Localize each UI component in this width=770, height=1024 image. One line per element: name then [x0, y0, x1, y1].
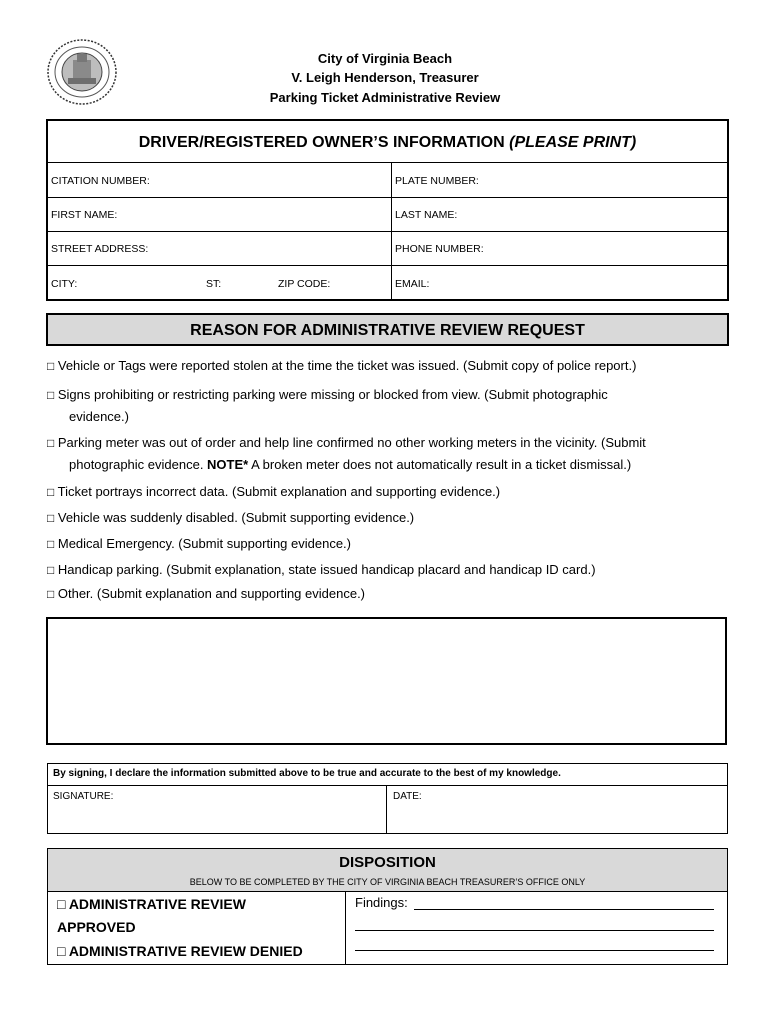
checkbox-icon[interactable]: □ — [47, 359, 55, 373]
citation-number-field[interactable]: CITATION NUMBER: — [51, 175, 150, 187]
city-field[interactable]: CITY: — [51, 278, 78, 290]
findings-line-3[interactable] — [355, 950, 714, 951]
first-name-field[interactable]: FIRST NAME: — [51, 209, 118, 221]
reason-text: Parking meter was out of order and help line confirmed no other working meters in the vicinity. (Submit — [57, 435, 646, 450]
checkbox-icon[interactable]: □ — [47, 436, 55, 450]
findings-line-2[interactable] — [355, 930, 714, 931]
email-field[interactable]: EMAIL: — [395, 278, 430, 290]
note-label: NOTE* — [207, 457, 249, 472]
plate-number-field[interactable]: PLATE NUMBER: — [395, 175, 479, 187]
reason-item-handicap[interactable] — [47, 559, 596, 581]
last-name-field[interactable]: LAST NAME: — [395, 209, 458, 221]
signature-section — [47, 763, 728, 834]
disposition-section — [47, 848, 728, 965]
checkbox-icon[interactable]: □ — [47, 587, 55, 601]
checkbox-icon[interactable]: □ — [47, 485, 55, 499]
state-field[interactable]: ST: — [206, 278, 222, 290]
checkbox-icon[interactable]: □ — [47, 511, 55, 525]
phone-number-field[interactable]: PHONE NUMBER: — [395, 243, 484, 255]
header-city: City of Virginia Beach — [317, 51, 453, 66]
approved-option-continued: APPROVED — [57, 919, 136, 935]
findings-line-1[interactable] — [414, 909, 714, 910]
reason-item-other[interactable] — [47, 583, 365, 605]
reason-text: Vehicle was suddenly disabled. (Submit supporting evidence.) — [57, 510, 415, 525]
checkbox-icon[interactable]: □ — [47, 537, 55, 551]
reason-text: Medical Emergency. (Submit supporting evidence.) — [57, 536, 351, 551]
reason-item-medical[interactable] — [47, 533, 351, 555]
reason-section-title: REASON FOR ADMINISTRATIVE REVIEW REQUEST — [190, 322, 585, 339]
reason-item-incorrect-data[interactable] — [47, 481, 500, 503]
reason-text: Other. (Submit explanation and supporting evidence.) — [57, 586, 366, 601]
zip-code-field[interactable]: ZIP CODE: — [278, 278, 331, 290]
owner-info-section — [46, 119, 729, 301]
reason-item-stolen[interactable] — [47, 355, 636, 377]
findings-label: Findings: — [355, 895, 408, 910]
reason-section-header — [46, 313, 729, 346]
reason-text-part: photographic evidence. — [69, 457, 208, 472]
date-field[interactable]: DATE: — [393, 791, 422, 802]
denied-option[interactable]: □ ADMINISTRATIVE REVIEW DENIED — [57, 943, 303, 959]
reason-item-meter-broken[interactable] — [47, 432, 646, 476]
disposition-header — [48, 849, 727, 891]
reason-text: Ticket portrays incorrect data. (Submit explanation and supporting evidence.) — [57, 484, 501, 499]
owner-info-title-main: DRIVER/REGISTERED OWNER’S INFORMATION — [138, 134, 510, 151]
reason-text: Vehicle or Tags were reported stolen at the time the ticket was issued. (Submit copy of police report.) — [57, 358, 637, 373]
signature-declaration: By signing, I declare the information submitted above to be true and accurate to the best of my knowledge. — [53, 768, 561, 779]
reason-item-disabled[interactable] — [47, 507, 414, 529]
reason-item-signs-missing[interactable] — [47, 384, 608, 428]
explanation-textarea[interactable] — [46, 617, 727, 745]
header-form-title: Parking Ticket Administrative Review — [269, 90, 501, 105]
street-address-field[interactable]: STREET ADDRESS: — [51, 243, 149, 255]
reason-text-continued: evidence.) — [69, 409, 129, 424]
reason-text: Signs prohibiting or restricting parking were missing or blocked from view. (Submit photographic — [57, 387, 608, 402]
approved-option[interactable]: □ ADMINISTRATIVE REVIEW — [57, 896, 246, 912]
checkbox-icon[interactable]: □ — [47, 388, 55, 402]
signature-field[interactable]: SIGNATURE: — [53, 791, 114, 802]
owner-info-title — [48, 134, 727, 152]
reason-text: Handicap parking. (Submit explanation, state issued handicap placard and handicap ID card.) — [57, 562, 596, 577]
owner-info-title-italic: (PLEASE PRINT) — [509, 134, 637, 151]
disposition-title: DISPOSITION — [339, 854, 436, 871]
checkbox-icon[interactable]: □ — [47, 563, 55, 577]
disposition-subtitle: BELOW TO BE COMPLETED BY THE CITY OF VIRGINIA BEACH TREASURER’S OFFICE ONLY — [189, 877, 586, 887]
header-treasurer: V. Leigh Henderson, Treasurer — [291, 70, 479, 85]
reason-text-continued — [47, 454, 646, 476]
reason-text-part: A broken meter does not automatically result in a ticket dismissal.) — [248, 457, 632, 472]
